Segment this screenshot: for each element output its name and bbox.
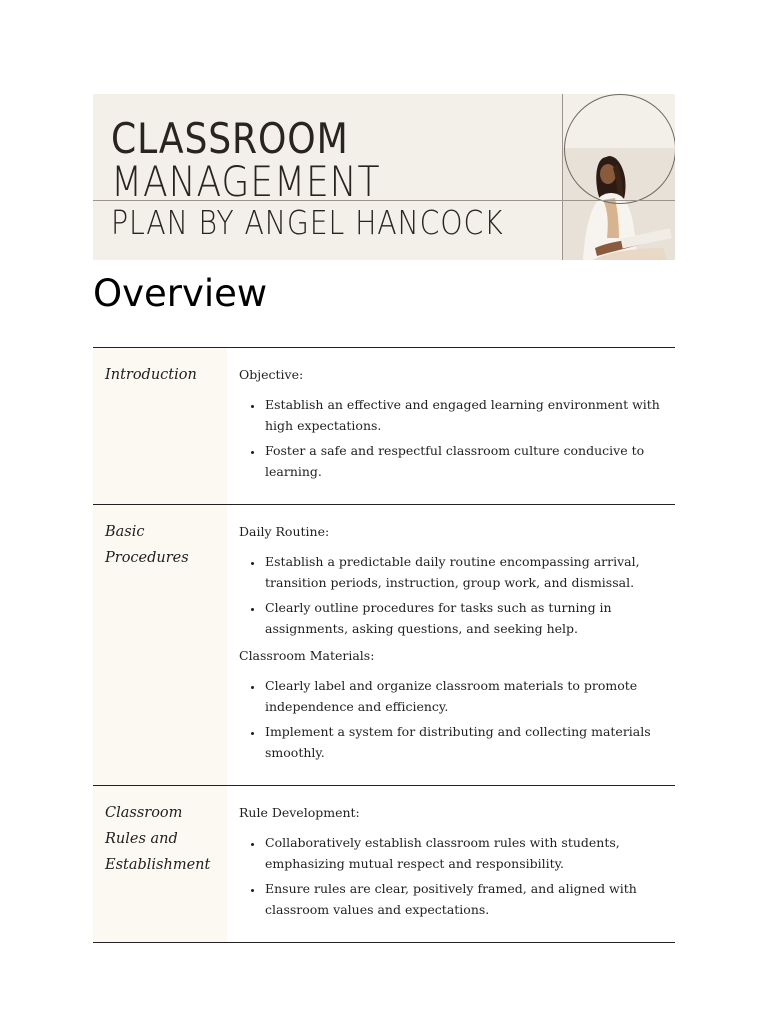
section-label: Introduction bbox=[93, 348, 227, 504]
section-subheading: Daily Routine: bbox=[239, 524, 330, 539]
table-row bbox=[93, 786, 675, 943]
decorative-vertical-line bbox=[562, 94, 563, 260]
list-item: • Establish an effective and engaged learning environment with high expectations. bbox=[264, 394, 663, 436]
overview-table bbox=[93, 347, 675, 943]
bullet-list bbox=[239, 675, 663, 763]
page-title: Overview bbox=[93, 272, 268, 315]
banner-title-line-3: PLAN BY ANGEL HANCOCK bbox=[111, 203, 504, 242]
list-item: • Foster a safe and respectful classroom culture conducive to learning. bbox=[264, 440, 663, 482]
section-content bbox=[227, 786, 675, 942]
section-subheading: Classroom Materials: bbox=[239, 648, 375, 663]
list-item: • Establish a predictable daily routine encompassing arrival, transition periods, instruction, group work, and dismissal. bbox=[264, 551, 663, 593]
section-label: Classroom Rules and Establishment bbox=[93, 786, 227, 942]
table-row bbox=[93, 505, 675, 786]
list-item: • Clearly label and organize classroom materials to promote independence and efficiency. bbox=[264, 675, 663, 717]
list-item: • Implement a system for distributing and collecting materials smoothly. bbox=[264, 721, 663, 763]
section-content bbox=[227, 505, 675, 785]
list-item: • Clearly outline procedures for tasks such as turning in assignments, asking questions, and seeking help. bbox=[264, 597, 663, 639]
header-banner bbox=[93, 94, 675, 260]
banner-title-line-1: CLASSROOM bbox=[111, 114, 349, 163]
list-item: • Collaboratively establish classroom rules with students, emphasizing mutual respect and responsibility. bbox=[264, 832, 663, 874]
table-row bbox=[93, 348, 675, 505]
section-content bbox=[227, 348, 675, 504]
section-subheading: Objective: bbox=[239, 367, 304, 382]
bullet-list bbox=[239, 394, 663, 482]
bullet-list bbox=[239, 551, 663, 639]
section-label: Basic Procedures bbox=[93, 505, 227, 785]
list-item: • Ensure rules are clear, positively framed, and aligned with classroom values and expectations. bbox=[264, 878, 663, 920]
banner-title-line-2: MANAGEMENT bbox=[111, 157, 381, 206]
bullet-list bbox=[239, 832, 663, 920]
section-subheading: Rule Development: bbox=[239, 805, 360, 820]
decorative-circle bbox=[564, 94, 675, 204]
